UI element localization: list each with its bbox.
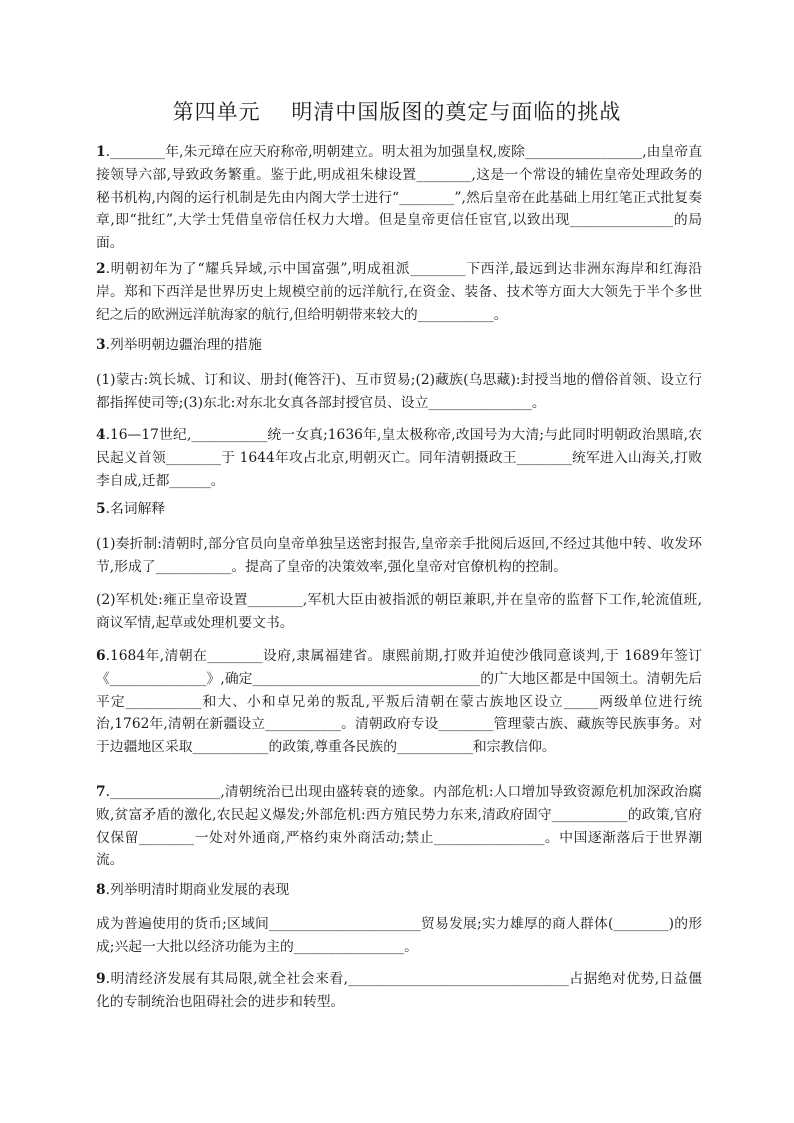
question-5-part-2 xyxy=(96,589,702,635)
question-heading: .列举明朝边疆治理的措施 xyxy=(105,337,262,353)
question-4 xyxy=(96,424,702,492)
page-title: 第四单元 明清中国版图的奠定与面临的挑战 xyxy=(172,100,622,124)
question-number: 5 xyxy=(96,501,106,517)
question-number: 2 xyxy=(96,261,106,277)
question-5-part-1 xyxy=(96,533,702,579)
question-number: 1 xyxy=(96,144,106,160)
question-9 xyxy=(96,968,702,1014)
question-number: 6 xyxy=(96,648,106,664)
question-text: .________年,朱元璋在应天府称帝,明朝建立。明太祖为加强皇权,废除_________________,由皇帝直接领导六部,导致政务繁重。鉴于此,明成祖朱棣设置________,这是一个常设的辅佐皇帝处理政务的秘书机构,内阁的运行机制是先由内阁大学士进行“________”,然后皇帝在此基础上用红笔正式批复奏章,即“批红”,大学士凭借皇帝信任权力大增。但是皇帝更信任宦官,以致出现_______________的局面。 xyxy=(96,144,702,252)
question-number: 9 xyxy=(96,971,106,987)
question-text: (1)奏折制:清朝时,部分官员向皇帝单独呈送密封报告,皇帝亲手批阅后返回,不经过其他中转、收发环节,形成了___________。提高了皇帝的决策效率,强化皇帝对官僚机构的控制。 xyxy=(96,536,702,575)
question-1 xyxy=(96,141,702,255)
question-text: 成为普遍使用的货币;区域间______________________贸易发展;实力雄厚的商人群体(________)的形成;兴起一大批以经济功能为主的________________。 xyxy=(96,916,702,955)
question-5-heading xyxy=(96,498,702,521)
question-text: .________________,清朝统治已出现由盛转衰的迹象。内部危机:人口增加导致资源危机加深政治腐败,贫富矛盾的激化,农民起义爆发;外部危机:西方殖民势力东来,清政府固守___________的政策,官府仅保留________一处对外通商,严格约束外商活动;禁止________________。中国逐渐落后于世界潮流。 xyxy=(96,784,702,869)
question-text: .明朝初年为了“耀兵异域,示中国富强”,明成祖派________下西洋,最远到达非洲东海岸和红海沿岸。郑和下西洋是世界历史上规模空前的远洋航行,在资金、装备、技术等方面大大领先于半个多世纪之后的欧洲远洋航海家的航行,但给明朝带来较大的___________。 xyxy=(96,261,702,323)
question-heading: .列举明清时期商业发展的表现 xyxy=(105,882,290,898)
question-3-body xyxy=(96,369,702,415)
question-2 xyxy=(96,258,702,326)
question-number: 8 xyxy=(96,882,106,898)
question-heading: .名词解释 xyxy=(105,501,166,517)
question-3-heading xyxy=(96,334,702,357)
question-number: 4 xyxy=(96,427,106,443)
question-number: 7 xyxy=(96,784,106,800)
question-text: .明清经济发展有其局限,就全社会来看,________________________________占据绝对优势,日益僵化的专制统治也阻碍社会的进步和转型。 xyxy=(96,971,702,1010)
question-8-heading xyxy=(96,879,702,902)
question-6 xyxy=(96,645,702,759)
question-text: (2)军机处:雍正皇帝设置________,军机大臣由被指派的朝臣兼职,并在皇帝的监督下工作,轮流值班,商议军情,起草或处理机要文书。 xyxy=(96,592,702,631)
question-number: 3 xyxy=(96,337,106,353)
question-8-body xyxy=(96,913,702,959)
question-text: (1)蒙古:筑长城、订和议、册封(俺答汗)、互市贸易;(2)藏族(乌思藏):封授当地的僧俗首领、设立行都指挥使司等;(3)东北:对东北女真各部封授官员、设立_______________。 xyxy=(96,372,702,411)
question-text: .16—17世纪,___________统一女真;1636年,皇太极称帝,改国号为大清;与此同时明朝政治黑暗,农民起义首领________于 1644年攻占北京,明朝灭亡。同年清朝摄政王________统军进入山海关,打败李自成,迁都______。 xyxy=(96,427,702,489)
question-text: .1684年,清朝在________设府,隶属福建省。康熙前期,打败并迫使沙俄同意谈判,于 1689年签订《______________》,确定_________________________________的广大地区都是中国领土。清朝先后平定___________和大、小和卓兄弟的叛乱,平叛后清朝在蒙古族地区设立_____两级单位进行统治,1762年,清朝在新疆设立___________。清朝政府专设________管理蒙古族、藏族等民族事务。对于边疆地区采取___________的政策,尊重各民族的___________和宗教信仰。 xyxy=(96,648,702,756)
question-7 xyxy=(96,781,702,872)
